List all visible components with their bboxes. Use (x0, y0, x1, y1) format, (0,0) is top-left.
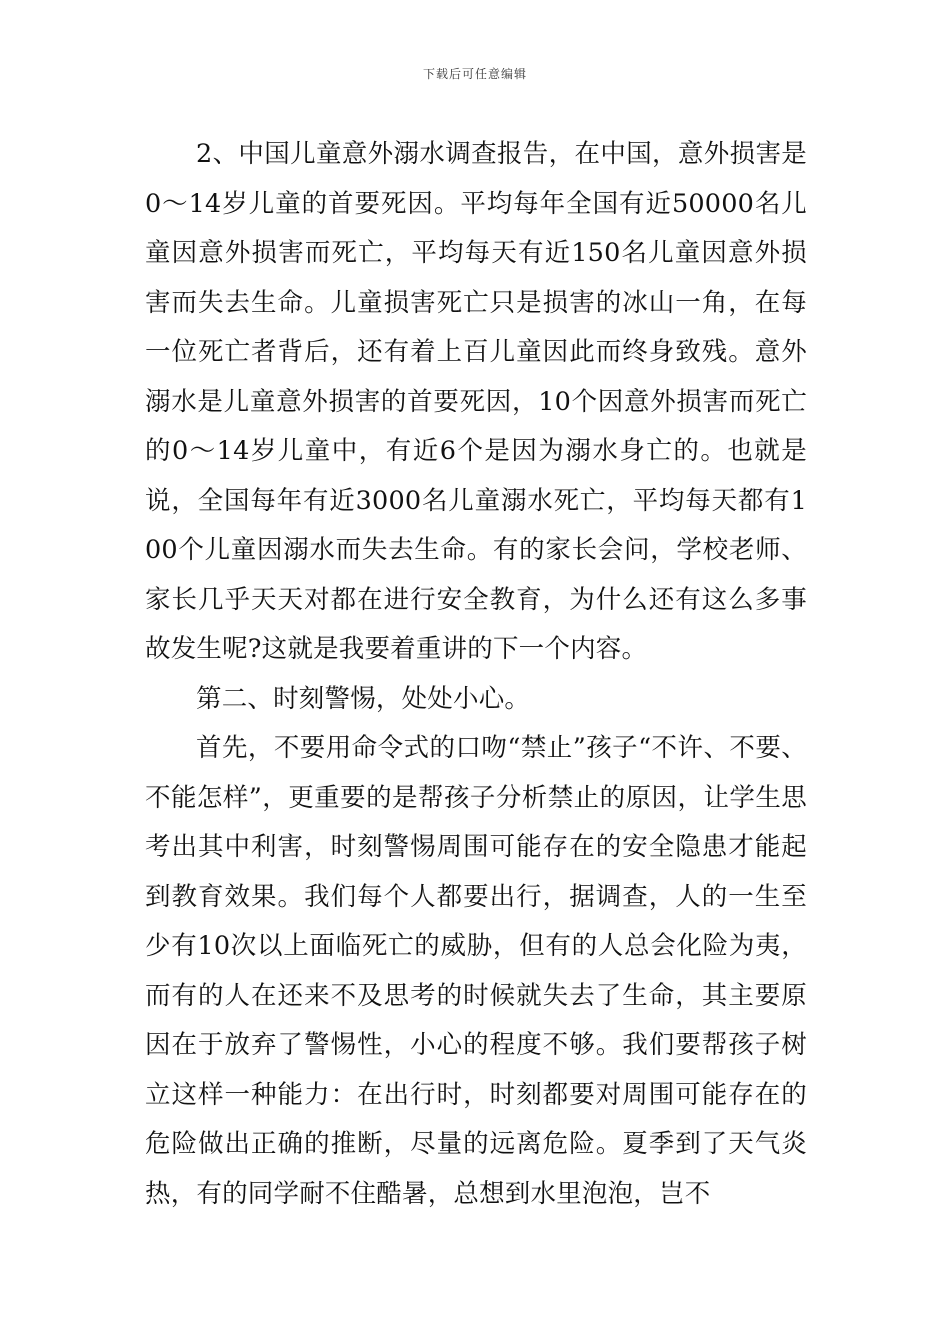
paragraph-drowning-report: 2、中国儿童意外溺水调查报告，在中国，意外损害是0～14岁儿童的首要死因。平均每年全国有近50000名儿童因意外损害而死亡，平均每天有近150名儿童因意外损害而失去生命。儿童损害死亡只是损害的冰山一角，在每一位死亡者背后，还有着上百儿童因此而终身致残。意外溺水是儿童意外损害的首要死因，10个因意外损害而死亡的0～14岁儿童中，有近6个是因为溺水身亡的。也就是说，全国每年有近3000名儿童溺水死亡，平均每天都有100个儿童因溺水而失去生命。有的家长会问，学校老师、家长几乎天天对都在进行安全教育，为什么还有这么多事故发生呢?这就是我要着重讲的下一个内容。 (145, 139, 807, 664)
paragraph-section-heading: 第二、时刻警惕，处处小心。 (196, 683, 531, 714)
paragraph-vigilance: 首先，不要用命令式的口吻“禁止”孩子“不许、不要、不能怎样”，更重要的是帮孩子分析禁止的原因，让学生思考出其中利害，时刻警惕周围可能存在的安全隐患才能起到教育效果。我们每个人都要出行，据调查，人的一生至少有10次以上面临死亡的威胁，但有的人总会化险为夷，而有的人在还来不及思考的时候就失去了生命，其主要原因在于放弃了警惕性，小心的程度不够。我们要帮孩子树立这样一种能力：在出行时，时刻都要对周围可能存在的危险做出正确的推断，尽量的远离危险。夏季到了天气炎热，有的同学耐不住酷暑，总想到水里泡泡，岂不 (145, 733, 807, 1209)
page-header: 下载后可任意编辑 (422, 67, 527, 81)
document-body (145, 130, 807, 1219)
